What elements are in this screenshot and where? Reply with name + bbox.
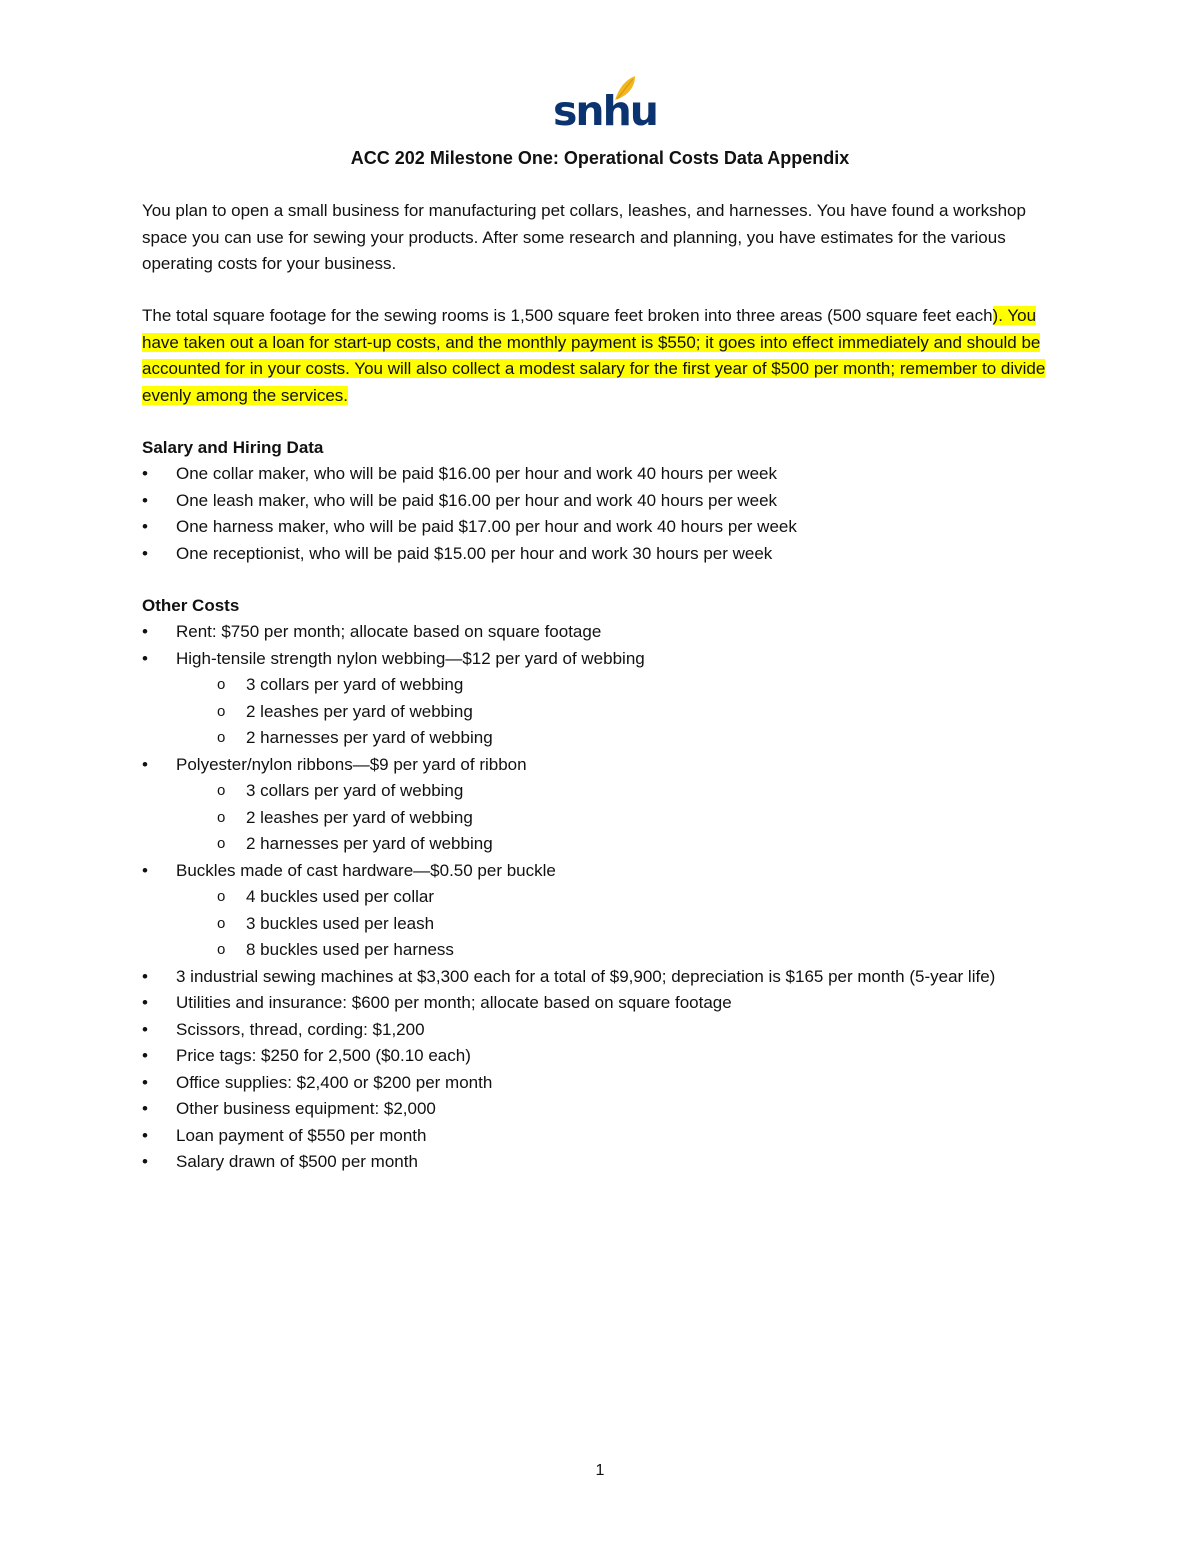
list-item: • Scissors, thread, cording: $1,200 [142, 1017, 1062, 1044]
list-item: • Salary drawn of $500 per month [142, 1149, 1062, 1176]
ribbons-sublist [176, 778, 1062, 858]
other-costs-list [142, 619, 1062, 1176]
sub-list-item: o 2 harnesses per yard of webbing [176, 831, 1062, 858]
sub-list-item: o 2 leashes per yard of webbing [176, 699, 1062, 726]
sub-list-item: o 2 harnesses per yard of webbing [176, 725, 1062, 752]
list-item: • One harness maker, who will be paid $17.00 per hour and work 40 hours per week [142, 514, 1062, 541]
sub-list-item: o 3 buckles used per leash [176, 911, 1062, 938]
list-item [142, 752, 1062, 858]
list-item: • One receptionist, who will be paid $15.00 per hour and work 30 hours per week [142, 541, 1062, 568]
list-item: • One leash maker, who will be paid $16.00 per hour and work 40 hours per week [142, 488, 1062, 515]
sub-list-item: o 8 buckles used per harness [176, 937, 1062, 964]
list-item: • 3 industrial sewing machines at $3,300 each for a total of $9,900; depreciation is $165 per month (5-year life) [142, 964, 1062, 991]
sub-list-item: o 3 collars per yard of webbing [176, 672, 1062, 699]
list-item: • Office supplies: $2,400 or $200 per month [142, 1070, 1062, 1097]
highlighted-text: ). You have taken out a loan for start-up costs, and the monthly payment is $550; it goes into effect immediately and should be accounted for in your costs. You will also collect a modest salary for the first year of $500 per month; remember to divide evenly among the services. [142, 306, 1046, 405]
sub-list-item: o 4 buckles used per collar [176, 884, 1062, 911]
sub-list-item: o 2 leashes per yard of webbing [176, 805, 1062, 832]
list-item: • Loan payment of $550 per month [142, 1123, 1062, 1150]
page-title: ACC 202 Milestone One: Operational Costs Data Appendix [350, 148, 850, 168]
salary-list [142, 461, 1062, 567]
logo-text: snhu [553, 87, 657, 135]
webbing-sublist [176, 672, 1062, 752]
intro-paragraph: You plan to open a small business for manufacturing pet collars, leashes, and harnesses. You have found a workshop space you can use for sewing your products. After some research and planning, you have estimates for the various operating costs for your business. [142, 201, 1026, 273]
sub-list-item: o 3 collars per yard of webbing [176, 778, 1062, 805]
ribbons-label: Polyester/nylon ribbons—$9 per yard of ribbon [176, 754, 527, 774]
loan-paragraph [142, 303, 1062, 409]
list-item: • Price tags: $250 for 2,500 ($0.10 each) [142, 1043, 1062, 1070]
salary-heading: Salary and Hiring Data [142, 438, 324, 457]
page-number: 1 [595, 1462, 605, 1479]
list-item: • One collar maker, who will be paid $16.00 per hour and work 40 hours per week [142, 461, 1062, 488]
list-item: • Other business equipment: $2,000 [142, 1096, 1062, 1123]
buckles-label: Buckles made of cast hardware—$0.50 per buckle [176, 860, 556, 880]
buckles-sublist [176, 884, 1062, 964]
snhu-logo [553, 72, 657, 135]
paragraph-plain-text: The total square footage for the sewing rooms is 1,500 square feet broken into three areas (500 square feet each [142, 306, 993, 325]
list-item: • Utilities and insurance: $600 per month; allocate based on square footage [142, 990, 1062, 1017]
list-item: • Rent: $750 per month; allocate based on square footage [142, 619, 1062, 646]
list-item [142, 646, 1062, 752]
list-item [142, 858, 1062, 964]
webbing-label: High-tensile strength nylon webbing—$12 per yard of webbing [176, 648, 645, 668]
other-costs-heading: Other Costs [142, 596, 240, 615]
